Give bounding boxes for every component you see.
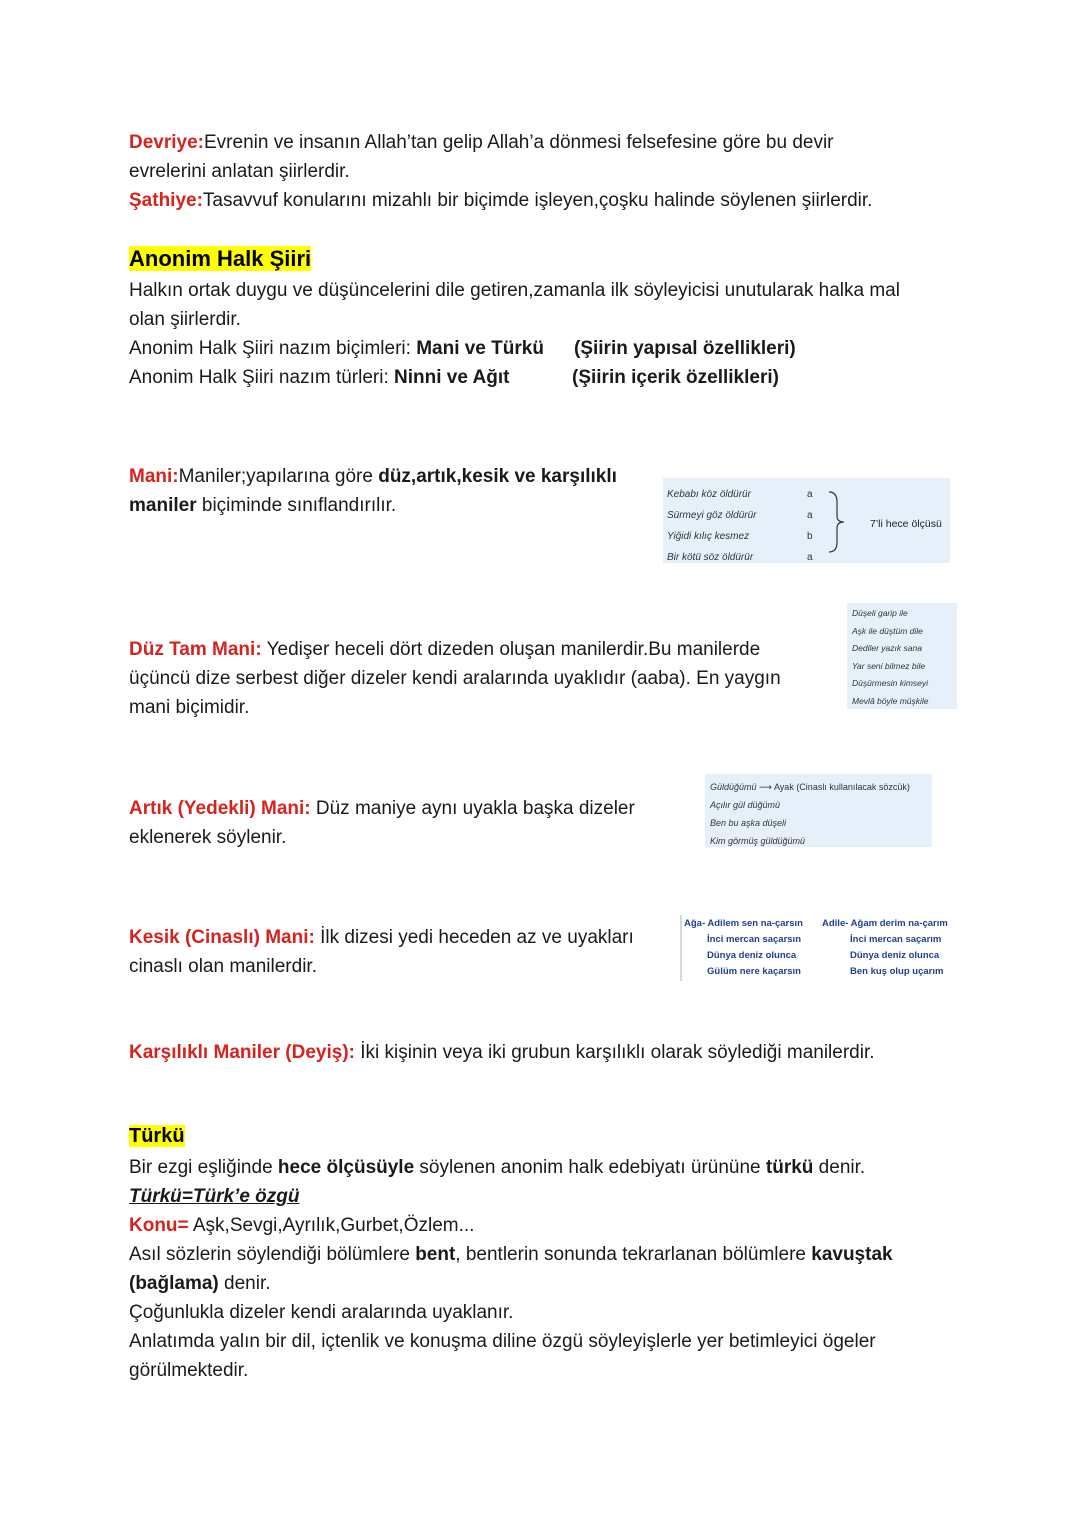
anonim-tur-note: (Şiirin içerik özellikleri)	[572, 367, 779, 388]
anonim-definition	[129, 276, 1049, 334]
duz-example-line: Mevlâ böyle müşkile	[852, 695, 929, 706]
devriye-paragraph	[129, 128, 1029, 215]
mani-example-note: 7’li hece ölçüsü	[870, 518, 942, 530]
anonim-bicim: Anonim Halk Şiiri nazım biçimleri: Mani ve Türkü	[129, 338, 544, 359]
rhyme-letter: a	[807, 489, 813, 500]
sathiye-text: Tasavvuf konularını mizahlı bir biçimde işleyen,çoşku halinde söylenen şiirlerdir.	[202, 190, 873, 211]
duz-example-line: Dediler yazık sana	[852, 643, 922, 653]
anonim-heading: Anonim Halk Şiiri	[129, 246, 312, 271]
artik-example-first: Güldüğümü	[710, 782, 757, 792]
mani-example-box	[663, 478, 950, 563]
artik-example-box	[705, 774, 932, 847]
mani-example-line: Sürmeyi göz öldürür	[667, 510, 757, 521]
anonim-tur: Anonim Halk Şiiri nazım türleri: Ninni ve Ağıt	[129, 367, 510, 388]
duz-example-line: Yar seni bilmez bile	[852, 660, 926, 671]
rhyme-letter: b	[807, 531, 813, 542]
kesik-example-left: Ağa- Adilem sen na-çarsın İnci mercan saçarsın Dünya deniz olunca Gülüm nere kaçarsın	[684, 918, 803, 977]
kesik-example-right: Adile- Ağam derim na-çarım İnci mercan saçarım Dünya deniz olunca Ben kuş olup uçarım	[822, 918, 948, 977]
rhyme-letter: a	[807, 552, 813, 563]
duz-example-line: Aşk ile düştüm dile	[852, 625, 923, 636]
rhyme-letter: a	[807, 510, 813, 521]
duz-paragraph: Düz Tam Mani: Yedişer heceli dört dizeden oluşan manilerdir.Bu manilerde üçüncü dize serbest diğer dizeler kendi aralarında uyaklıdır (aaba). En yaygın mani biçimidir.	[129, 639, 781, 718]
kesik-paragraph: Kesik (Cinaslı) Mani: İlk dizesi yedi heceden az ve uyakları cinaslı olan manilerdir.	[129, 927, 634, 977]
devriye-line1: Evrenin ve insanın Allah’tan gelip Allah’a dönmesi felsefesine göre bu devir	[204, 132, 834, 153]
arrow-right-icon: ⟶	[759, 782, 772, 792]
duz-example-line: Düşürmesin kimseyi	[852, 678, 929, 688]
duz-example-box	[847, 603, 957, 709]
artik-example-line: Kim görmüş güldüğümü	[710, 836, 806, 846]
turku-heading: Türkü	[129, 1125, 185, 1147]
turku-body: Bir ezgi eşliğinde hece ölçüsüyle söylenen anonim halk edebiyatı ürününe türkü denir. Türkü=Türk’e özgü Konu= Aşk,Sevgi,Ayrılık,Gurbet,Özlem... Asıl sözlerin söylendiği bölümlere bent, bentlerin sonunda tekrarlanan bölümlere kavuştak (bağlama) denir. Çoğunlukla dizeler kendi aralarında uyaklanır. Anlatımda yalın bir dil, içtenlik ve konuşma diline özgü söyleyişlerle yer betimleyici ögeler görülmektedir.	[129, 1157, 893, 1381]
anonim-line2: olan şiirlerdir.	[129, 309, 241, 330]
devriye-line2: evrelerini anlatan şiirlerdir.	[129, 161, 350, 182]
devriye-term: Devriye:	[129, 132, 204, 153]
turku-etymology: Türkü=Türk’e özgü	[129, 1186, 300, 1207]
anonim-bicim-note: (Şiirin yapısal özellikleri)	[574, 338, 796, 359]
mani-example-line: Yiğidi kılıç kesmez	[667, 531, 750, 542]
artik-example-line: Açılır gül düğümü	[710, 800, 781, 810]
mani-example-line: Bir kötü söz öldürür	[667, 552, 754, 563]
karsilikli-paragraph: Karşılıklı Maniler (Deyiş): İki kişinin veya iki grubun karşılıklı olarak söylediği manilerdir.	[129, 1042, 875, 1063]
mani-example-line: Kebabı köz öldürür	[667, 489, 751, 500]
mani-paragraph: Mani:Maniler;yapılarına göre düz,artık,kesik ve karşılıklı maniler biçiminde sınıflandırılır.	[129, 466, 617, 516]
artik-example-line: Ben bu aşka düşeli	[710, 818, 787, 828]
anonim-line1: Halkın ortak duygu ve düşüncelerini dile getiren,zamanla ilk söyleyicisi unutularak halka mal	[129, 280, 900, 301]
duz-example-line: Düşeli garip ile	[852, 608, 908, 618]
kesik-divider	[680, 915, 682, 981]
brace-icon	[827, 490, 847, 554]
artik-example-note: Ayak (Cinaslı kullanılacak sözcük)	[773, 782, 910, 792]
artik-paragraph: Artık (Yedekli) Mani: Düz maniye aynı uyakla başka dizeler eklenerek söylenir.	[129, 798, 635, 848]
sathiye-term: Şathiye:	[129, 190, 203, 211]
